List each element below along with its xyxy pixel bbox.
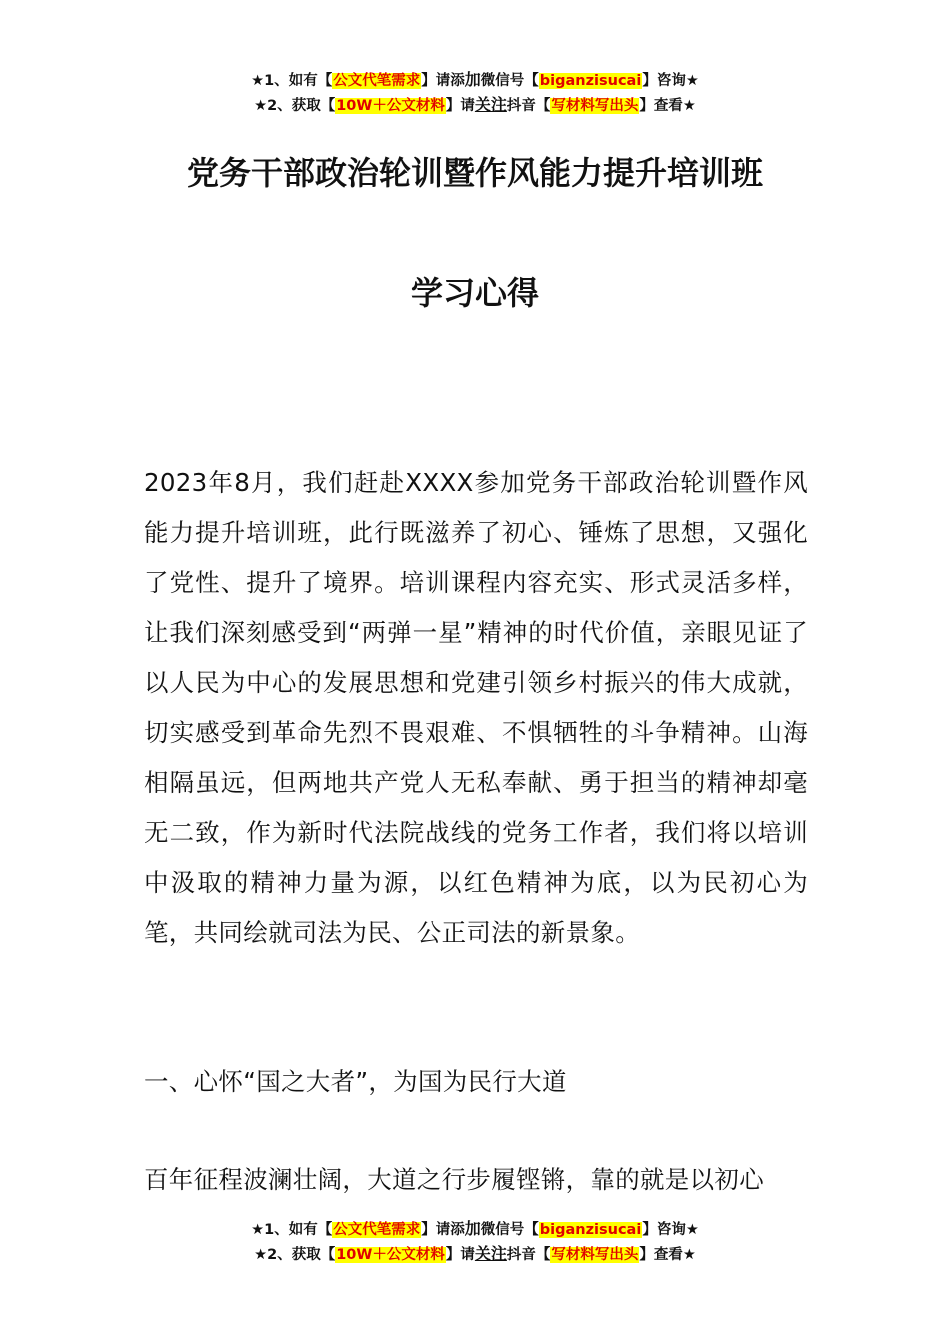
highlight-douyin-account: 写材料写出头 <box>551 98 639 114</box>
banner-line-2: ★2、获取【10W＋公文材料】请关注抖音【写材料写出头】查看★ <box>254 1244 696 1263</box>
banner-line-1: ★1、如有【公文代笔需求】请添加微信号【biganzisucai】咨询★ <box>251 70 699 89</box>
section-1-paragraph: 百年征程波澜壮阔，大道之行步履铿锵，靠的就是以初心 <box>144 1165 764 1194</box>
document-title-line-1: 党务干部政治轮训暨作风能力提升培训班 <box>186 154 763 192</box>
section-heading-1: 一、心怀“国之大者”，为国为民行大道 <box>144 1067 567 1096</box>
highlight-wechat-id: biganzisucai <box>539 1222 642 1238</box>
banner-line-1: ★1、如有【公文代笔需求】请添加微信号【biganzisucai】咨询★ <box>251 1219 699 1238</box>
highlight-writing-service: 公文代笔需求 <box>333 1222 421 1238</box>
highlight-wechat-id: biganzisucai <box>539 73 642 89</box>
highlight-materials: 10W＋公文材料 <box>336 98 445 114</box>
highlight-douyin-account: 写材料写出头 <box>551 1247 639 1263</box>
intro-paragraph: 2023年8月，我们赶赴XXXX参加党务干部政治轮训暨作风能力提升培训班，此行既滋养了初心、锤炼了思想，又强化了党性、提升了境界。培训课程内容充实、形式灵活多样，让我们深刻感受到“两弹一星”精神的时代价值，亲眼见证了以人民为中心的发展思想和党建引领乡村振兴的伟大成就，切实感受到革命先烈不畏艰难、不惧牺牲的斗争精神。山海相隔虽远，但两地共产党人无私奉献、勇于担当的精神却毫无二致，作为新时代法院战线的党务工作者，我们将以培训中汲取的精神力量为源，以红色精神为底，以为民初心为笔，共同绘就司法为民、公正司法的新景象。 <box>144 468 808 947</box>
document-title-line-2: 学习心得 <box>410 274 539 312</box>
footer-banner <box>0 1217 950 1267</box>
header-banner <box>0 68 950 118</box>
banner-line-2: ★2、获取【10W＋公文材料】请关注抖音【写材料写出头】查看★ <box>254 95 696 114</box>
highlight-writing-service: 公文代笔需求 <box>333 73 421 89</box>
highlight-materials: 10W＋公文材料 <box>336 1247 445 1263</box>
